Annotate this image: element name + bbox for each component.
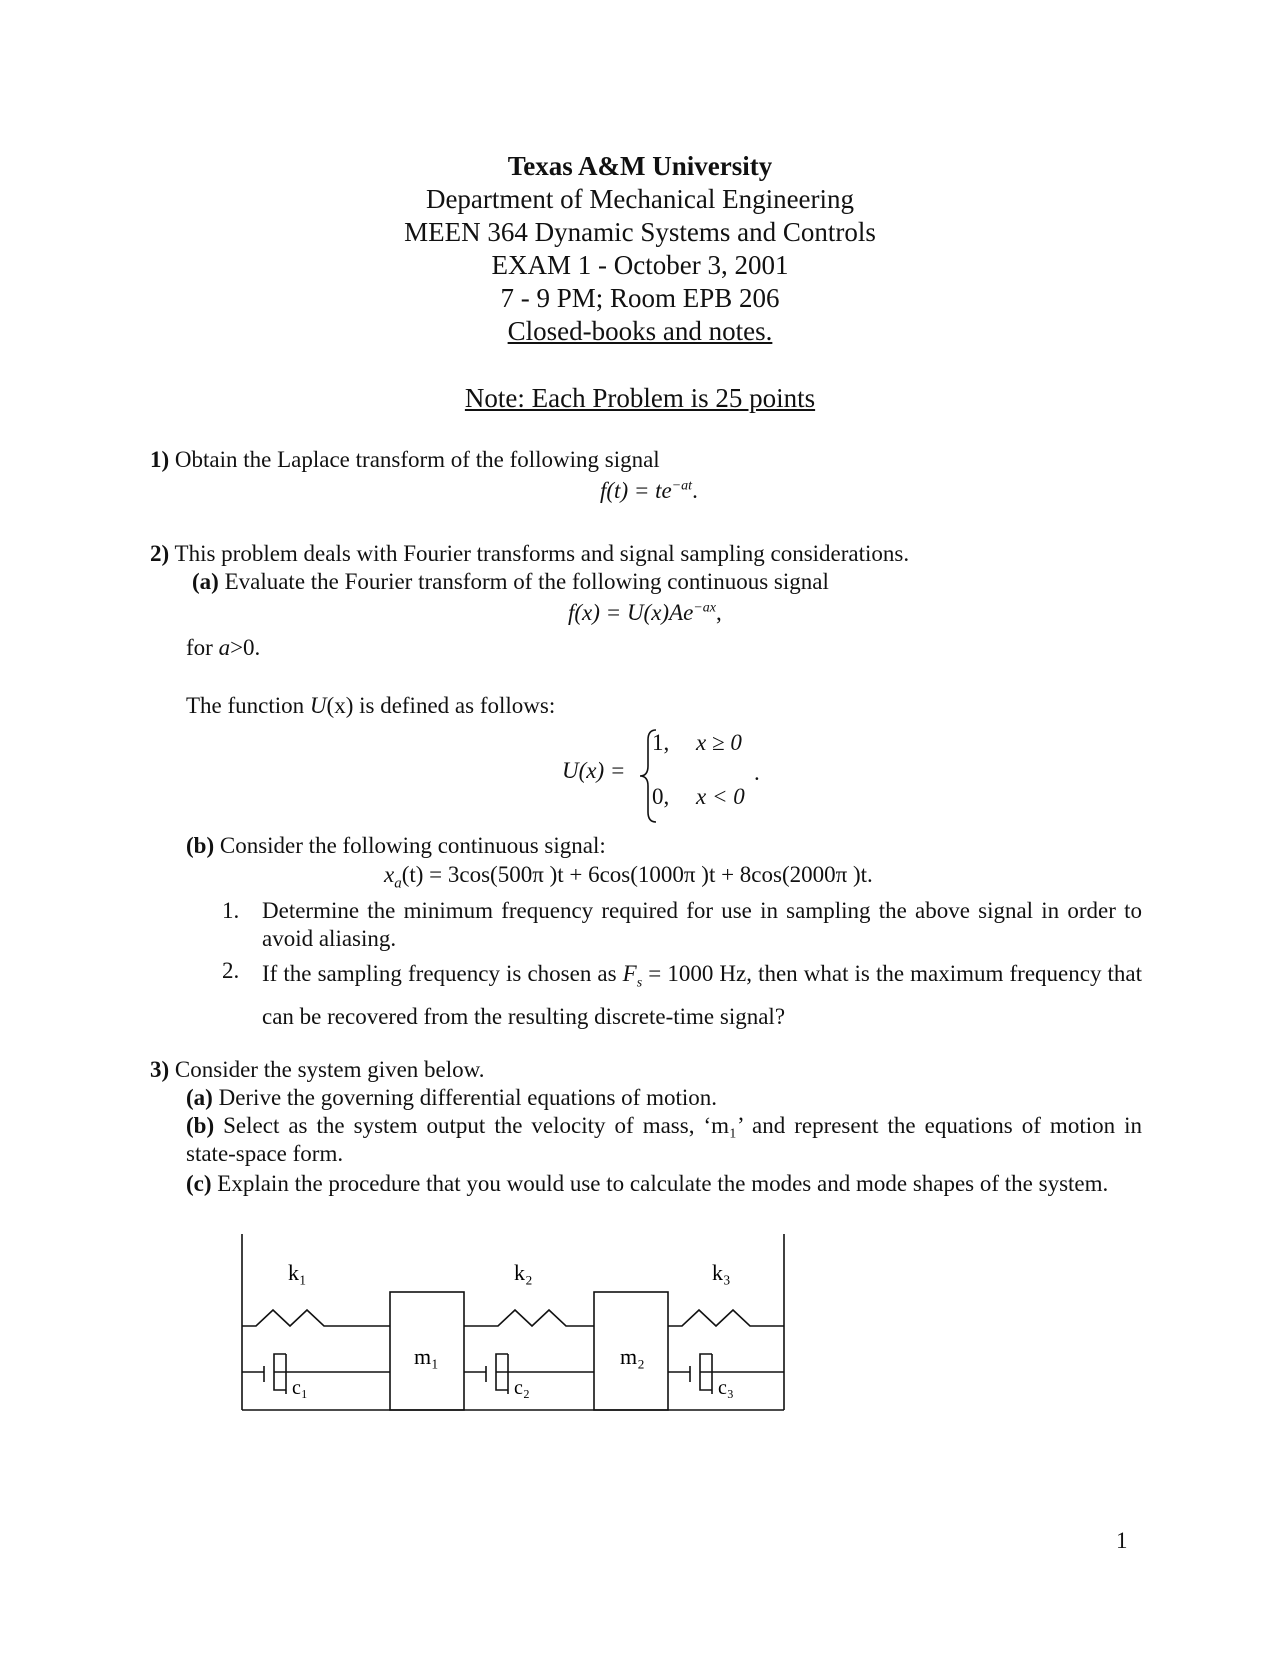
problem-2b	[186, 832, 606, 860]
label-c1: c₁	[292, 1377, 308, 1399]
p1-eq-end: .	[692, 478, 698, 503]
department: Department of Mechanical Engineering	[425, 184, 855, 214]
problem-3a-text: Derive the governing differential equations of motion.	[218, 1085, 717, 1110]
problem-2a-text: Evaluate the Fourier transform of the following continuous signal	[224, 569, 829, 594]
problem-3b-text: Select as the system output the velocity of mass, ‘m₁’ and represent the equations of motion in state-space form.	[186, 1113, 1143, 1166]
item2-fs-sub: s	[636, 975, 643, 991]
label-c2: c₂	[514, 1377, 530, 1399]
university-title: Texas A&M University	[507, 151, 773, 181]
u-lhs: U(x) =	[562, 758, 626, 783]
points-note	[0, 382, 1280, 415]
label-m2: m₂	[620, 1344, 645, 1369]
spring-k2	[464, 1310, 594, 1326]
u-text-1: The function	[186, 693, 305, 718]
problem-2a-condition	[186, 634, 260, 662]
b-eq-rest: (t) = 3cos(500π )t + 6cos(1000π )t + 8cos(2000π )t.	[401, 862, 873, 887]
label-k1: k₁	[288, 1260, 307, 1285]
u-case1-condition: x ≥ 0	[696, 730, 742, 755]
problem-1-equation	[600, 478, 698, 504]
p1-eq-lhs: f(t) = te	[600, 478, 672, 503]
u-case2-value: 0,	[652, 784, 670, 809]
problem-3b-label: (b)	[186, 1113, 215, 1138]
b-eq-sub: a	[394, 875, 402, 892]
u-definition-intro	[186, 692, 555, 720]
p2-eq-lhs: f(x) = U(x)Ae	[568, 600, 694, 625]
problem-2b-item-2	[262, 957, 1142, 1033]
label-k3: k₃	[712, 1260, 731, 1285]
label-m1: m₁	[414, 1344, 439, 1369]
problem-2b-item-1-number: 1.	[222, 898, 240, 923]
problem-3-number: 3)	[150, 1057, 170, 1082]
u-text-U: U	[309, 693, 327, 718]
problem-2-text: This problem deals with Fourier transforms and signal sampling considerations.	[174, 541, 910, 566]
mass-spring-damper-diagram	[236, 1230, 796, 1420]
exam-rules	[0, 315, 1280, 348]
problem-1-text: Obtain the Laplace transform of the following signal	[174, 447, 660, 472]
problem-2a-label: (a)	[192, 569, 219, 594]
label-c3: c₃	[718, 1377, 734, 1399]
problem-3a	[186, 1084, 717, 1112]
u-case2-condition: x < 0	[696, 784, 745, 809]
damper-c1	[242, 1354, 390, 1394]
problem-3-statement	[150, 1056, 485, 1084]
p2-eq-exponent: −ax	[693, 600, 717, 616]
problem-1-number: 1)	[150, 447, 170, 472]
problem-2b-item-1: Determine the minimum frequency required for use in sampling the above signal in order to avoid aliasing.	[262, 898, 1142, 951]
u-text-2: (x) is defined as follows:	[326, 693, 556, 718]
p1-eq-exponent: −at	[671, 478, 693, 494]
item2-text-a: If the sampling frequency is chosen as	[262, 961, 617, 986]
problem-2b-item-2-number: 2.	[222, 958, 240, 983]
problem-3a-label: (a)	[186, 1085, 213, 1110]
b-eq-x: x	[384, 862, 395, 887]
item2-fs-val: = 1000	[648, 961, 714, 986]
u-dot: .	[754, 760, 760, 785]
problem-3c-label: (c)	[186, 1171, 212, 1196]
exam-rules-text: Closed-books and notes.	[507, 316, 773, 346]
problem-3b	[186, 1112, 1142, 1168]
problem-2-statement	[150, 540, 909, 568]
label-k2: k₂	[514, 1260, 533, 1285]
page-number: 1	[1116, 1528, 1128, 1553]
spring-k3	[668, 1310, 784, 1326]
u-case1-value: 1,	[652, 730, 670, 755]
problem-1-statement	[150, 446, 660, 474]
exam-date: EXAM 1 - October 3, 2001	[491, 250, 789, 280]
problem-2b-text: Consider the following continuous signal:	[219, 833, 606, 858]
item2-fs: F	[622, 961, 637, 986]
course-title: MEEN 364 Dynamic Systems and Controls	[404, 217, 876, 247]
for-text: for	[186, 635, 213, 660]
item2-text-b: Hz, then what is the maximum frequency that can be recovered from the resulting discrete-time signal?	[262, 961, 1143, 1029]
problem-2-number: 2)	[150, 541, 170, 566]
spring-k1	[242, 1310, 390, 1326]
for-cond-val: >0.	[230, 635, 261, 660]
problem-2b-label: (b)	[186, 833, 215, 858]
problem-3-text: Consider the system given below.	[174, 1057, 485, 1082]
for-cond-var: a	[218, 635, 231, 660]
problem-2a-equation	[568, 600, 722, 626]
problem-2b-equation	[384, 862, 873, 893]
problem-3c-text: Explain the procedure that you would use to calculate the modes and mode shapes of the system.	[217, 1171, 1109, 1196]
problem-2a	[192, 568, 829, 596]
p2-eq-end: ,	[716, 600, 722, 625]
exam-time-room: 7 - 9 PM; Room EPB 206	[500, 283, 780, 313]
points-note-text: Note: Each Problem is 25 points	[464, 383, 816, 413]
problem-3c	[186, 1170, 1142, 1198]
